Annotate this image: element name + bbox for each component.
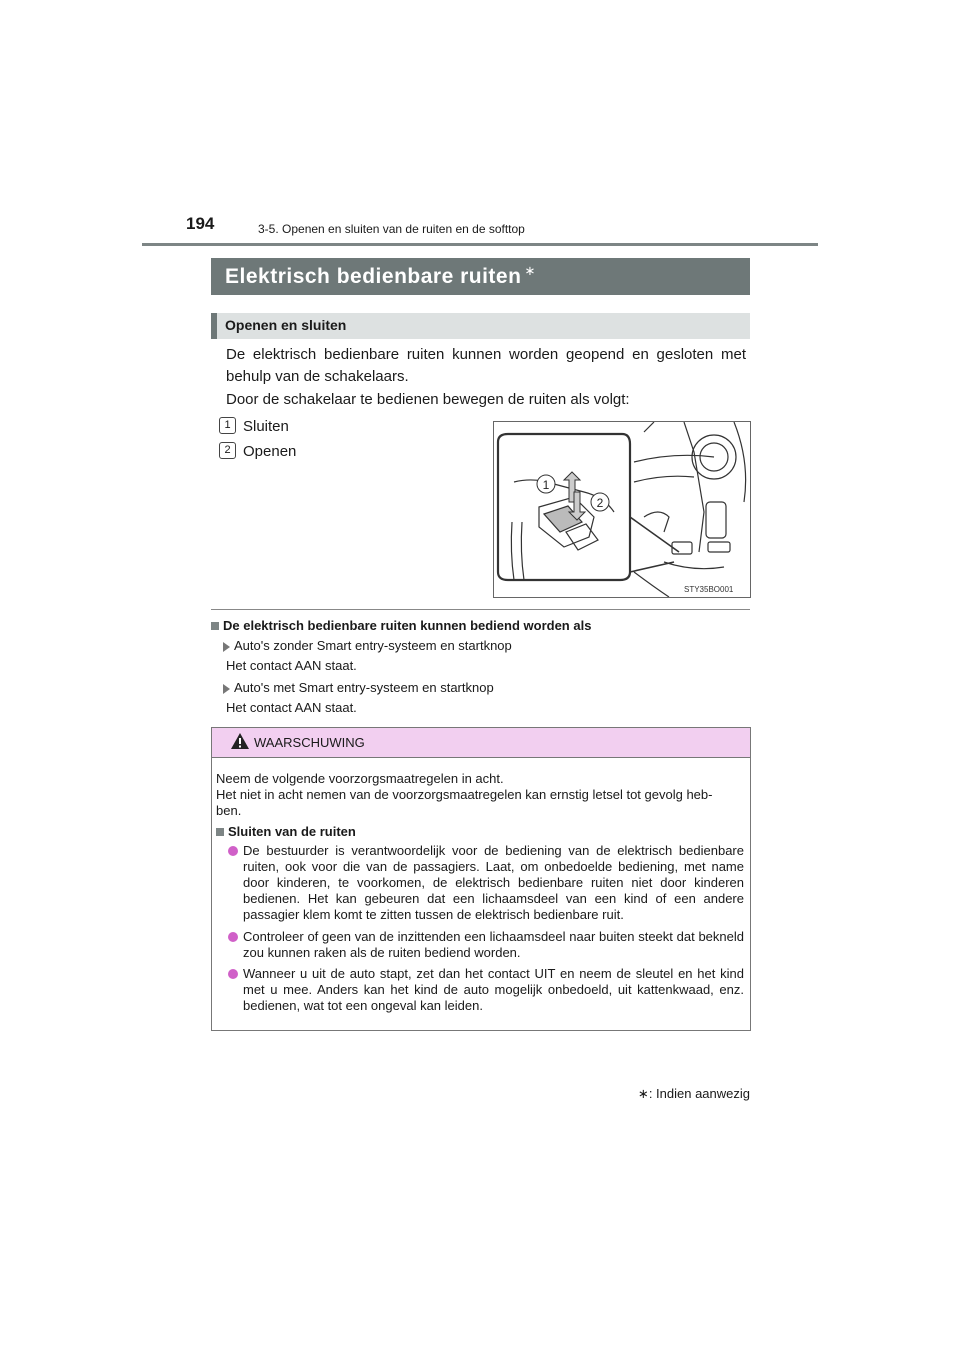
section-divider	[211, 609, 750, 610]
case-2	[223, 680, 494, 695]
figure-callout-1: 1	[542, 478, 550, 492]
case-1	[223, 638, 512, 653]
warning-bullet-1	[228, 843, 744, 923]
warning-bullet-2	[228, 929, 744, 961]
warning-line-2: Het niet in acht nemen van de voorzorgsmaatregelen kan ernstig letsel tot gevolg heb-	[216, 787, 713, 802]
warning-bullet-3-text: Wanneer u uit de auto stapt, zet dan het contact UIT en neem de sleutel en het kind met u mee. Anders kan het kind de auto mogelijk onbedoeld, uit kattenkwaad, enz. bedienen, wat tot een ongeval kan leiden.	[243, 966, 744, 1013]
operation-heading	[211, 618, 591, 633]
item-number-1: 1	[219, 417, 236, 434]
warning-bullet-2-text: Controleer of geen van de inzittenden een lichaamsdeel naar buiten steekt dat bekneld zou kunnen raken als de ruiten bediend worden.	[243, 929, 744, 960]
warning-line-1: Neem de volgende voorzorgsmaatregelen in acht.	[216, 771, 504, 786]
warning-bullet-3	[228, 966, 744, 1014]
title-footnote-mark: ∗	[524, 263, 536, 278]
item-label-open: Openen	[243, 443, 297, 460]
section-title-text: Elektrisch bedienbare ruiten	[225, 265, 522, 288]
triangle-bullet-icon	[223, 684, 230, 694]
warning-header	[212, 728, 750, 758]
footnote-mark: ∗	[637, 1086, 649, 1101]
window-switch-illustration	[493, 421, 751, 598]
item-number-2: 2	[219, 442, 236, 459]
instruction-paragraph: Door de schakelaar te bedienen bewegen de ruiten als volgt:	[226, 391, 630, 408]
breadcrumb: 3-5. Openen en sluiten van de ruiten en de softtop	[258, 222, 525, 236]
warning-box	[211, 727, 751, 1031]
page-number: 194	[186, 214, 215, 233]
square-bullet-icon	[211, 622, 219, 630]
square-bullet-icon	[216, 828, 224, 836]
subsection-accent	[211, 313, 217, 339]
warning-bullet-1-text: De bestuurder is verantwoordelijk voor de bediening van de elektrisch bedienbare ruiten, ook voor die van de passagiers. Laat, om onbedoelde bediening, met name door kinderen, te voorkomen, de elektrisch bedienbare ruiten niet door kinderen bedienen. Het kan gebeuren dat een lichaamsdeel van een kind of een andere passagier klem komt te zitten tussen de elektrisch bedienbare ruit.	[243, 843, 744, 922]
figure-code: STY35BO001	[684, 585, 734, 594]
case-2-condition: Het contact AAN staat.	[226, 700, 357, 715]
warning-subheading-text: Sluiten van de ruiten	[228, 824, 356, 839]
warning-triangle-icon	[230, 732, 250, 750]
switch-illustration-drawing	[494, 422, 750, 597]
subsection-title: Openen en sluiten	[225, 317, 347, 333]
warning-title: WAARSCHUWING	[254, 735, 365, 750]
header-divider	[142, 243, 818, 246]
operation-heading-text: De elektrisch bedienbare ruiten kunnen bediend worden als	[223, 618, 592, 633]
bullet-dot-icon	[228, 846, 238, 856]
triangle-bullet-icon	[223, 642, 230, 652]
subsection-bar	[211, 313, 750, 339]
warning-line-3: ben.	[216, 803, 242, 818]
bullet-dot-icon	[228, 969, 238, 979]
section-title-bar	[211, 258, 750, 295]
warning-subheading	[216, 824, 744, 840]
bullet-dot-icon	[228, 932, 238, 942]
footnote	[600, 1086, 750, 1102]
section-title	[225, 263, 536, 289]
item-label-close: Sluiten	[243, 418, 289, 435]
footnote-text: : Indien aanwezig	[648, 1086, 750, 1101]
figure-callout-2: 2	[596, 496, 604, 510]
case-2-text: Auto's met Smart entry-systeem en startknop	[234, 680, 494, 695]
case-1-text: Auto's zonder Smart entry-systeem en startknop	[234, 638, 512, 653]
intro-paragraph: De elektrisch bedienbare ruiten kunnen worden geopend en gesloten met behulp van de schakelaars.	[226, 346, 746, 385]
case-1-condition: Het contact AAN staat.	[226, 658, 357, 673]
